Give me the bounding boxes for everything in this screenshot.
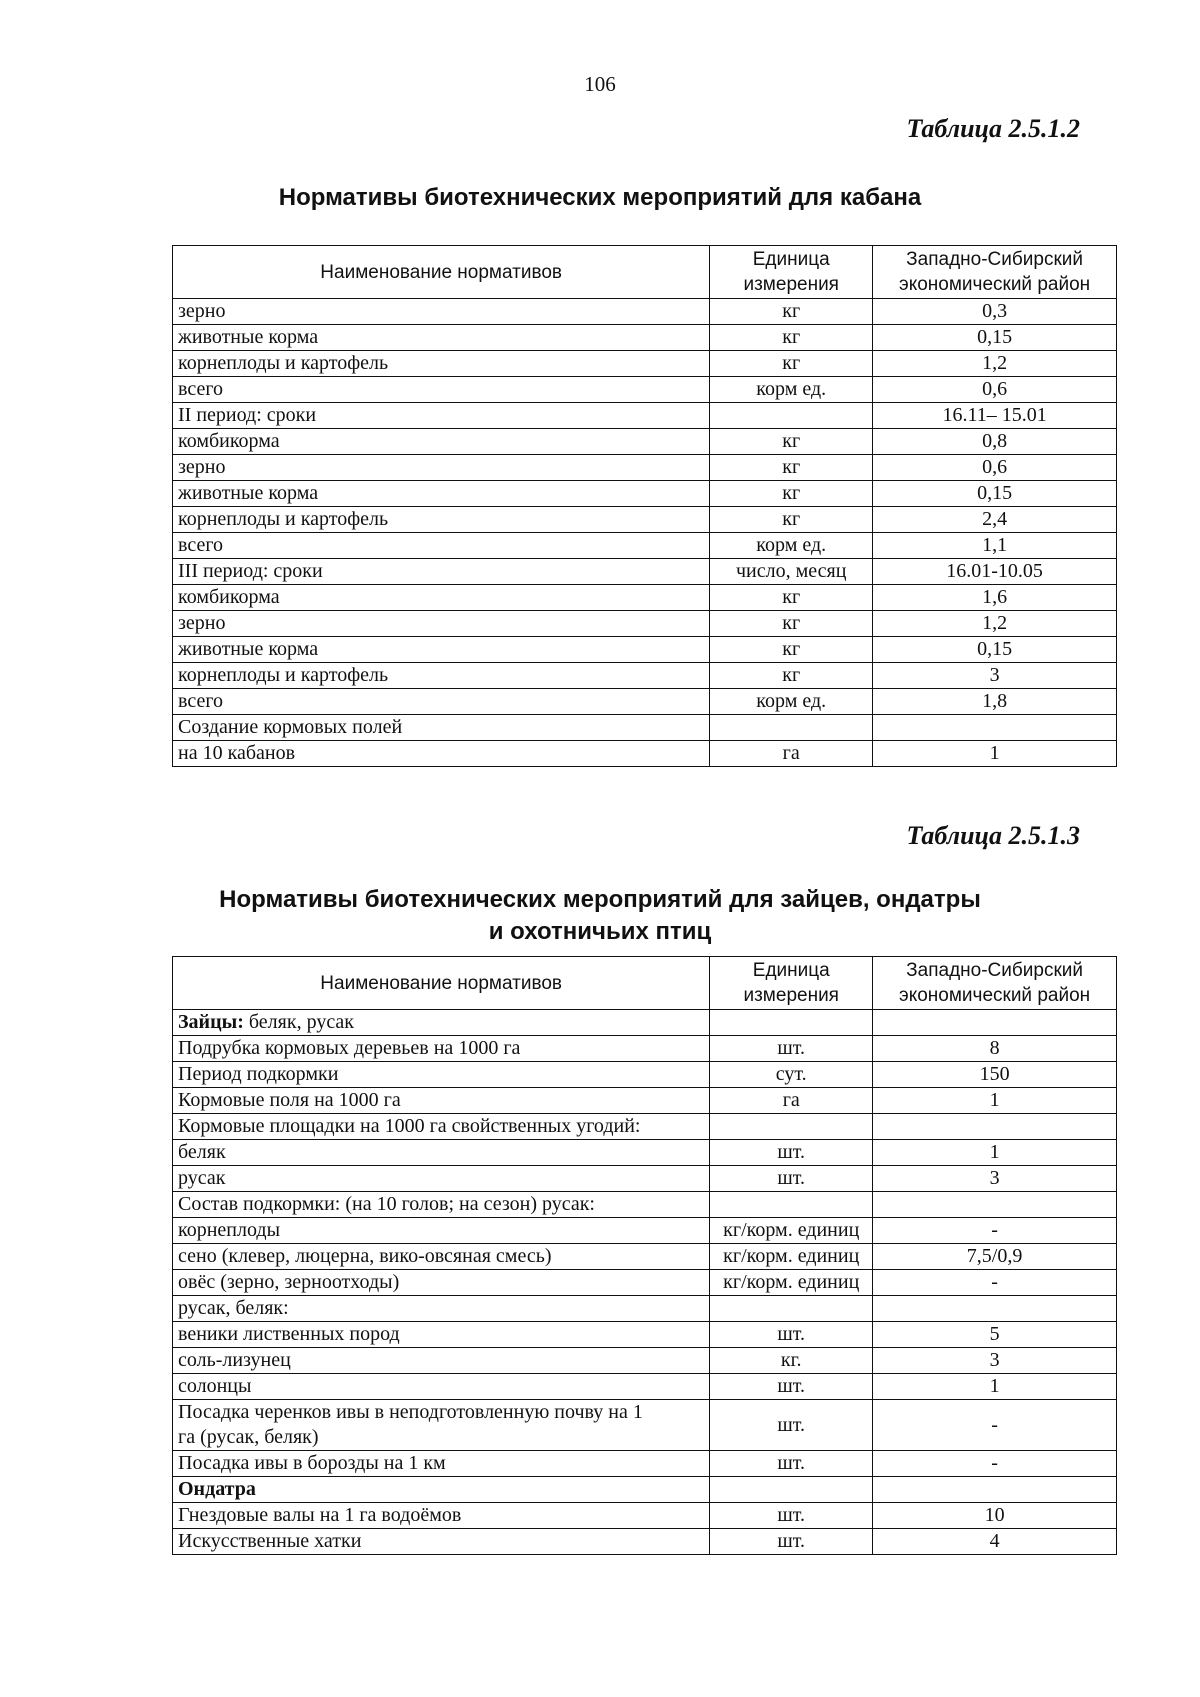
row-value: 0,15 xyxy=(873,325,1117,351)
row-unit: га xyxy=(710,741,873,767)
table-row xyxy=(173,1166,1117,1192)
header-region-line1: Западно-Сибирский xyxy=(906,249,1083,270)
table-row xyxy=(173,1218,1117,1244)
table-label: Таблица 2.5.1.2 xyxy=(906,114,1080,143)
row-unit: кг xyxy=(710,585,873,611)
row-name: III период: сроки xyxy=(173,559,710,585)
row-name: овёс (зерно, зерноотходы) xyxy=(173,1270,710,1296)
table-row xyxy=(173,611,1117,637)
row-name: сено (клевер, люцерна, вико-овсяная смесь) xyxy=(173,1244,710,1270)
row-value: 0,6 xyxy=(873,455,1117,481)
table-title-line2: и охотничьих птиц xyxy=(488,918,712,945)
row-value xyxy=(873,715,1117,741)
row-name: русак, беляк: xyxy=(173,1296,710,1322)
row-unit: кг xyxy=(710,351,873,377)
row-unit xyxy=(710,715,873,741)
table-label: Таблица 2.5.1.3 xyxy=(906,821,1080,850)
row-value: 0,15 xyxy=(873,481,1117,507)
table-row xyxy=(173,429,1117,455)
table-row xyxy=(173,1114,1117,1140)
row-unit: корм ед. xyxy=(710,533,873,559)
row-value: 10 xyxy=(873,1503,1117,1529)
row-name: всего xyxy=(173,689,710,715)
row-name: животные корма xyxy=(173,637,710,663)
table-row xyxy=(173,299,1117,325)
table-row xyxy=(173,481,1117,507)
table-row xyxy=(173,1348,1117,1374)
table-title: Нормативы биотехнических мероприятий для кабана xyxy=(278,184,922,211)
table-row xyxy=(173,403,1117,429)
row-unit: шт. xyxy=(710,1140,873,1166)
table-row xyxy=(173,1451,1117,1477)
row-name: беляк xyxy=(173,1140,710,1166)
section-row-muskrat xyxy=(173,1477,1117,1503)
empty-cell xyxy=(873,1010,1117,1036)
row-unit xyxy=(710,1296,873,1322)
table-title xyxy=(0,884,1200,948)
table-row xyxy=(173,377,1117,403)
row-name: солонцы xyxy=(173,1374,710,1400)
table-row xyxy=(173,1140,1117,1166)
row-unit: га xyxy=(710,1088,873,1114)
table-row xyxy=(173,1374,1117,1400)
table-row xyxy=(173,1036,1117,1062)
section-name: Ондатра xyxy=(173,1477,710,1503)
row-name xyxy=(173,1400,710,1451)
row-name: зерно xyxy=(173,611,710,637)
row-unit: кг/корм. единиц xyxy=(710,1218,873,1244)
row-unit: кг xyxy=(710,611,873,637)
row-value: 1,8 xyxy=(873,689,1117,715)
row-value: 1 xyxy=(873,1140,1117,1166)
row-value: 0,15 xyxy=(873,637,1117,663)
row-value: 7,5/0,9 xyxy=(873,1244,1117,1270)
row-value xyxy=(873,1296,1117,1322)
row-unit: кг xyxy=(710,481,873,507)
empty-cell xyxy=(710,1477,873,1503)
section-rest-label: беляк, русак xyxy=(243,1011,355,1033)
row-unit: число, месяц xyxy=(710,559,873,585)
table-header-row xyxy=(173,957,1117,1010)
row-value: 0,3 xyxy=(873,299,1117,325)
table-row xyxy=(173,455,1117,481)
row-value: 1 xyxy=(873,1088,1117,1114)
table-row xyxy=(173,689,1117,715)
table-row xyxy=(173,533,1117,559)
row-name: II период: сроки xyxy=(173,403,710,429)
table-body-hares xyxy=(173,1036,1117,1400)
header-unit-line2: измерения xyxy=(743,985,839,1006)
row-value: 1,1 xyxy=(873,533,1117,559)
boar-norms-table xyxy=(172,245,1117,767)
header-name: Наименование нормативов xyxy=(173,957,710,1010)
table-row xyxy=(173,507,1117,533)
table-row xyxy=(173,1270,1117,1296)
table-row xyxy=(173,1088,1117,1114)
empty-cell xyxy=(710,1010,873,1036)
table-row xyxy=(173,1244,1117,1270)
row-value: - xyxy=(873,1451,1117,1477)
row-name-line2: га (русак, беляк) xyxy=(178,1426,319,1448)
row-unit: шт. xyxy=(710,1166,873,1192)
row-name: комбикорма xyxy=(173,585,710,611)
table-row xyxy=(173,663,1117,689)
row-unit: шт. xyxy=(710,1503,873,1529)
row-value: 2,4 xyxy=(873,507,1117,533)
table-body-muskrat xyxy=(173,1503,1117,1555)
row-value: 4 xyxy=(873,1529,1117,1555)
row-name: Создание кормовых полей xyxy=(173,715,710,741)
row-value: 8 xyxy=(873,1036,1117,1062)
row-name: корнеплоды и картофель xyxy=(173,663,710,689)
table-row xyxy=(173,351,1117,377)
row-name: животные корма xyxy=(173,481,710,507)
row-value: 0,8 xyxy=(873,429,1117,455)
row-unit: кг xyxy=(710,663,873,689)
table-body-willow xyxy=(173,1400,1117,1503)
table-row xyxy=(173,559,1117,585)
row-name: зерно xyxy=(173,299,710,325)
row-name: Подрубка кормовых деревьев на 1000 га xyxy=(173,1036,710,1062)
row-unit: кг xyxy=(710,429,873,455)
row-name: Посадка ивы в борозды на 1 км xyxy=(173,1451,710,1477)
row-value: - xyxy=(873,1270,1117,1296)
table-body xyxy=(173,1010,1117,1036)
table-row xyxy=(173,325,1117,351)
row-value xyxy=(873,1192,1117,1218)
row-name: на 10 кабанов xyxy=(173,741,710,767)
header-region-line2: экономический район xyxy=(899,274,1091,295)
row-unit: шт. xyxy=(710,1529,873,1555)
row-unit xyxy=(710,1114,873,1140)
table-row xyxy=(173,637,1117,663)
table-row xyxy=(173,585,1117,611)
row-value: 3 xyxy=(873,663,1117,689)
row-name: Состав подкормки: (на 10 голов; на сезон) русак: xyxy=(173,1192,710,1218)
row-name: Кормовые площадки на 1000 га свойственных угодий: xyxy=(173,1114,710,1140)
row-unit: шт. xyxy=(710,1036,873,1062)
section-bold-label: Зайцы: xyxy=(178,1011,244,1033)
row-unit: шт. xyxy=(710,1400,873,1451)
row-value: 5 xyxy=(873,1322,1117,1348)
header-region-line1: Западно-Сибирский xyxy=(906,960,1083,981)
row-name: корнеплоды и картофель xyxy=(173,507,710,533)
header-region xyxy=(873,246,1117,299)
row-value: 150 xyxy=(873,1062,1117,1088)
header-name: Наименование нормативов xyxy=(173,246,710,299)
row-unit: корм ед. xyxy=(710,689,873,715)
table-row xyxy=(173,715,1117,741)
row-value: 16.01-10.05 xyxy=(873,559,1117,585)
row-unit: кг xyxy=(710,455,873,481)
table-row xyxy=(173,1400,1117,1451)
table-row xyxy=(173,741,1117,767)
table-row xyxy=(173,1062,1117,1088)
page-number: 106 xyxy=(584,72,616,96)
row-unit: кг. xyxy=(710,1348,873,1374)
row-value: - xyxy=(873,1218,1117,1244)
header-unit-line1: Единица xyxy=(752,960,830,981)
header-region xyxy=(873,957,1117,1010)
row-name: корнеплоды и картофель xyxy=(173,351,710,377)
table-row xyxy=(173,1503,1117,1529)
header-unit xyxy=(710,957,873,1010)
row-unit: шт. xyxy=(710,1451,873,1477)
row-name: всего xyxy=(173,377,710,403)
row-unit: шт. xyxy=(710,1322,873,1348)
row-name: зерно xyxy=(173,455,710,481)
row-value: 0,6 xyxy=(873,377,1117,403)
row-name-line1: Посадка черенков ивы в неподготовленную почву на 1 xyxy=(178,1401,643,1423)
row-unit: кг xyxy=(710,325,873,351)
row-name: всего xyxy=(173,533,710,559)
row-unit: кг xyxy=(710,299,873,325)
table-title-line1: Нормативы биотехнических мероприятий для зайцев, ондатры xyxy=(219,886,981,913)
header-unit-line2: измерения xyxy=(743,274,839,295)
row-value: 1 xyxy=(873,1374,1117,1400)
row-name: комбикорма xyxy=(173,429,710,455)
table-header-row xyxy=(173,246,1117,299)
row-unit: сут. xyxy=(710,1062,873,1088)
row-value xyxy=(873,1114,1117,1140)
row-name: Кормовые поля на 1000 га xyxy=(173,1088,710,1114)
row-value: 1 xyxy=(873,741,1117,767)
row-value: 3 xyxy=(873,1348,1117,1374)
table-row xyxy=(173,1192,1117,1218)
row-unit: кг/корм. единиц xyxy=(710,1270,873,1296)
row-name: соль-лизунец xyxy=(173,1348,710,1374)
header-region-line2: экономический район xyxy=(899,985,1091,1006)
row-value: 1,2 xyxy=(873,351,1117,377)
row-name: животные корма xyxy=(173,325,710,351)
table-body xyxy=(173,299,1117,767)
section-row-hares xyxy=(173,1010,1117,1036)
header-unit-line1: Единица xyxy=(752,249,830,270)
header-unit xyxy=(710,246,873,299)
table-row xyxy=(173,1296,1117,1322)
row-unit: кг xyxy=(710,637,873,663)
row-unit: шт. xyxy=(710,1374,873,1400)
row-value: 3 xyxy=(873,1166,1117,1192)
row-value: 1,6 xyxy=(873,585,1117,611)
section-name xyxy=(173,1010,710,1036)
table-row xyxy=(173,1529,1117,1555)
row-unit: кг/корм. единиц xyxy=(710,1244,873,1270)
row-name: Гнездовые валы на 1 га водоёмов xyxy=(173,1503,710,1529)
empty-cell xyxy=(873,1477,1117,1503)
row-name: Период подкормки xyxy=(173,1062,710,1088)
row-unit: корм ед. xyxy=(710,377,873,403)
row-name: Искусственные хатки xyxy=(173,1529,710,1555)
row-name: русак xyxy=(173,1166,710,1192)
row-name: веники лиственных пород xyxy=(173,1322,710,1348)
row-unit: кг xyxy=(710,507,873,533)
row-unit xyxy=(710,1192,873,1218)
table-row xyxy=(173,1322,1117,1348)
row-value: - xyxy=(873,1400,1117,1451)
row-value: 16.11– 15.01 xyxy=(873,403,1117,429)
row-unit xyxy=(710,403,873,429)
hare-muskrat-norms-table xyxy=(172,956,1117,1555)
row-name: корнеплоды xyxy=(173,1218,710,1244)
row-value: 1,2 xyxy=(873,611,1117,637)
